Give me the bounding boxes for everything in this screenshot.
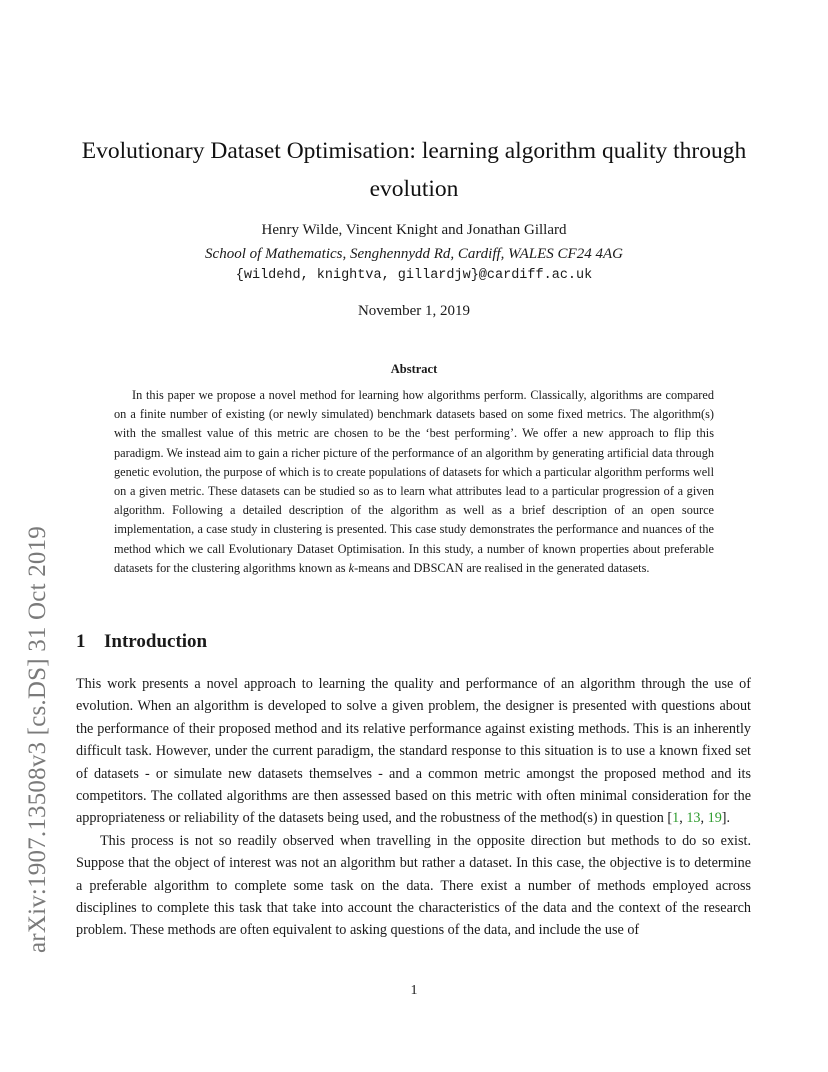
citation-close-bracket: ] (721, 810, 727, 827)
abstract-text-part-1: In this paper we propose a novel method for learning how algorithms perform. Classically, algorithms are compared on a finite number of existing (or newly simulated) benchmark datasets based on some fixed metrics. The algorithm(s) with the smallest value of this metric are chosen to be the ‘best performing’. We offer a new approach to flip this paradigm. We instead aim to gain a richer picture of the performance of an algorithm by generating artificial data through genetic evolution, the purpose of which is to create populations of datasets for which a particular algorithm performs well on a given metric. These datasets can be studied so as to learn what attributes lead to a particular progression of a given algorithm. Following a detailed description of the algorithm as well as a brief description of an open source implementation, a case study in clustering is presented. This case study demonstrates the performance and nuances of the method which we call Evolutionary Dataset Optimisation. In this study, a number of known properties about preferable datasets for the clustering algorithms known as (114, 388, 714, 575)
paragraph-2: This process is not so readily observed when travelling in the opposite direction but methods to do so exist. Suppose that the object of interest was not an algorithm but rather a dataset. In this case, the objective is to determine a preferable algorithm to complete some task on the data. There exist a number of methods employed across disciplines to complete this task that take into account the characteristics of the data and the context of the research problem. These methods are often equivalent to asking questions of the data, and include the use of (76, 832, 751, 939)
author-affiliation: School of Mathematics, Senghennydd Rd, Cardiff, WALES CF24 4AG (205, 246, 623, 262)
citation-separator: , (700, 810, 708, 827)
citation-link-1[interactable]: 1 (672, 810, 680, 827)
paragraph-1 (76, 673, 751, 830)
section-number: 1 (76, 631, 86, 652)
author-emails: {wildehd, knightva, gillardjw}@cardiff.ac.uk (235, 268, 593, 283)
abstract-heading: Abstract (390, 362, 438, 376)
citation-separator: , (679, 810, 687, 827)
abstract-text-part-2: -means and DBSCAN are realised in the generated datasets. (354, 560, 650, 575)
page-number: 1 (410, 983, 418, 998)
citation-link-13[interactable]: 13 (686, 810, 701, 827)
author-list: Henry Wilde, Vincent Knight and Jonathan Gillard (261, 222, 567, 238)
abstract-k-variable: k (348, 560, 355, 575)
section-heading-introduction (76, 631, 207, 653)
abstract-body (114, 386, 714, 578)
paragraph-1-end: . (726, 810, 731, 827)
paper-title: Evolutionary Dataset Optimisation: learning algorithm quality through evolution (81, 138, 747, 202)
citation-link-19[interactable]: 19 (707, 810, 722, 827)
citation-open-bracket: [ (667, 810, 673, 827)
introduction-body (76, 673, 751, 942)
paragraph-1-text: This work presents a novel approach to learning the quality and performance of an algorithm through the use of evolution. When an algorithm is developed to solve a given problem, the designer is presented with questions about the performance of their proposed method and its relative performance against existing methods. This is an inherently difficult task. However, under the current paradigm, the standard response to this situation is to use a known fixed set of datasets - or simulate new datasets themselves - and a common metric amongst the proposed method and its competitors. The collated algorithms are then assessed based on this metric with often minimal consideration for the appropriateness or reliability of the datasets being used, and the robustness of the method(s) in question (76, 676, 751, 827)
paper-date: November 1, 2019 (357, 303, 471, 319)
arxiv-identifier-text: arXiv:1907.13508v3 [cs.DS] 31 Oct 2019 (24, 526, 51, 953)
section-title: Introduction (104, 631, 208, 652)
